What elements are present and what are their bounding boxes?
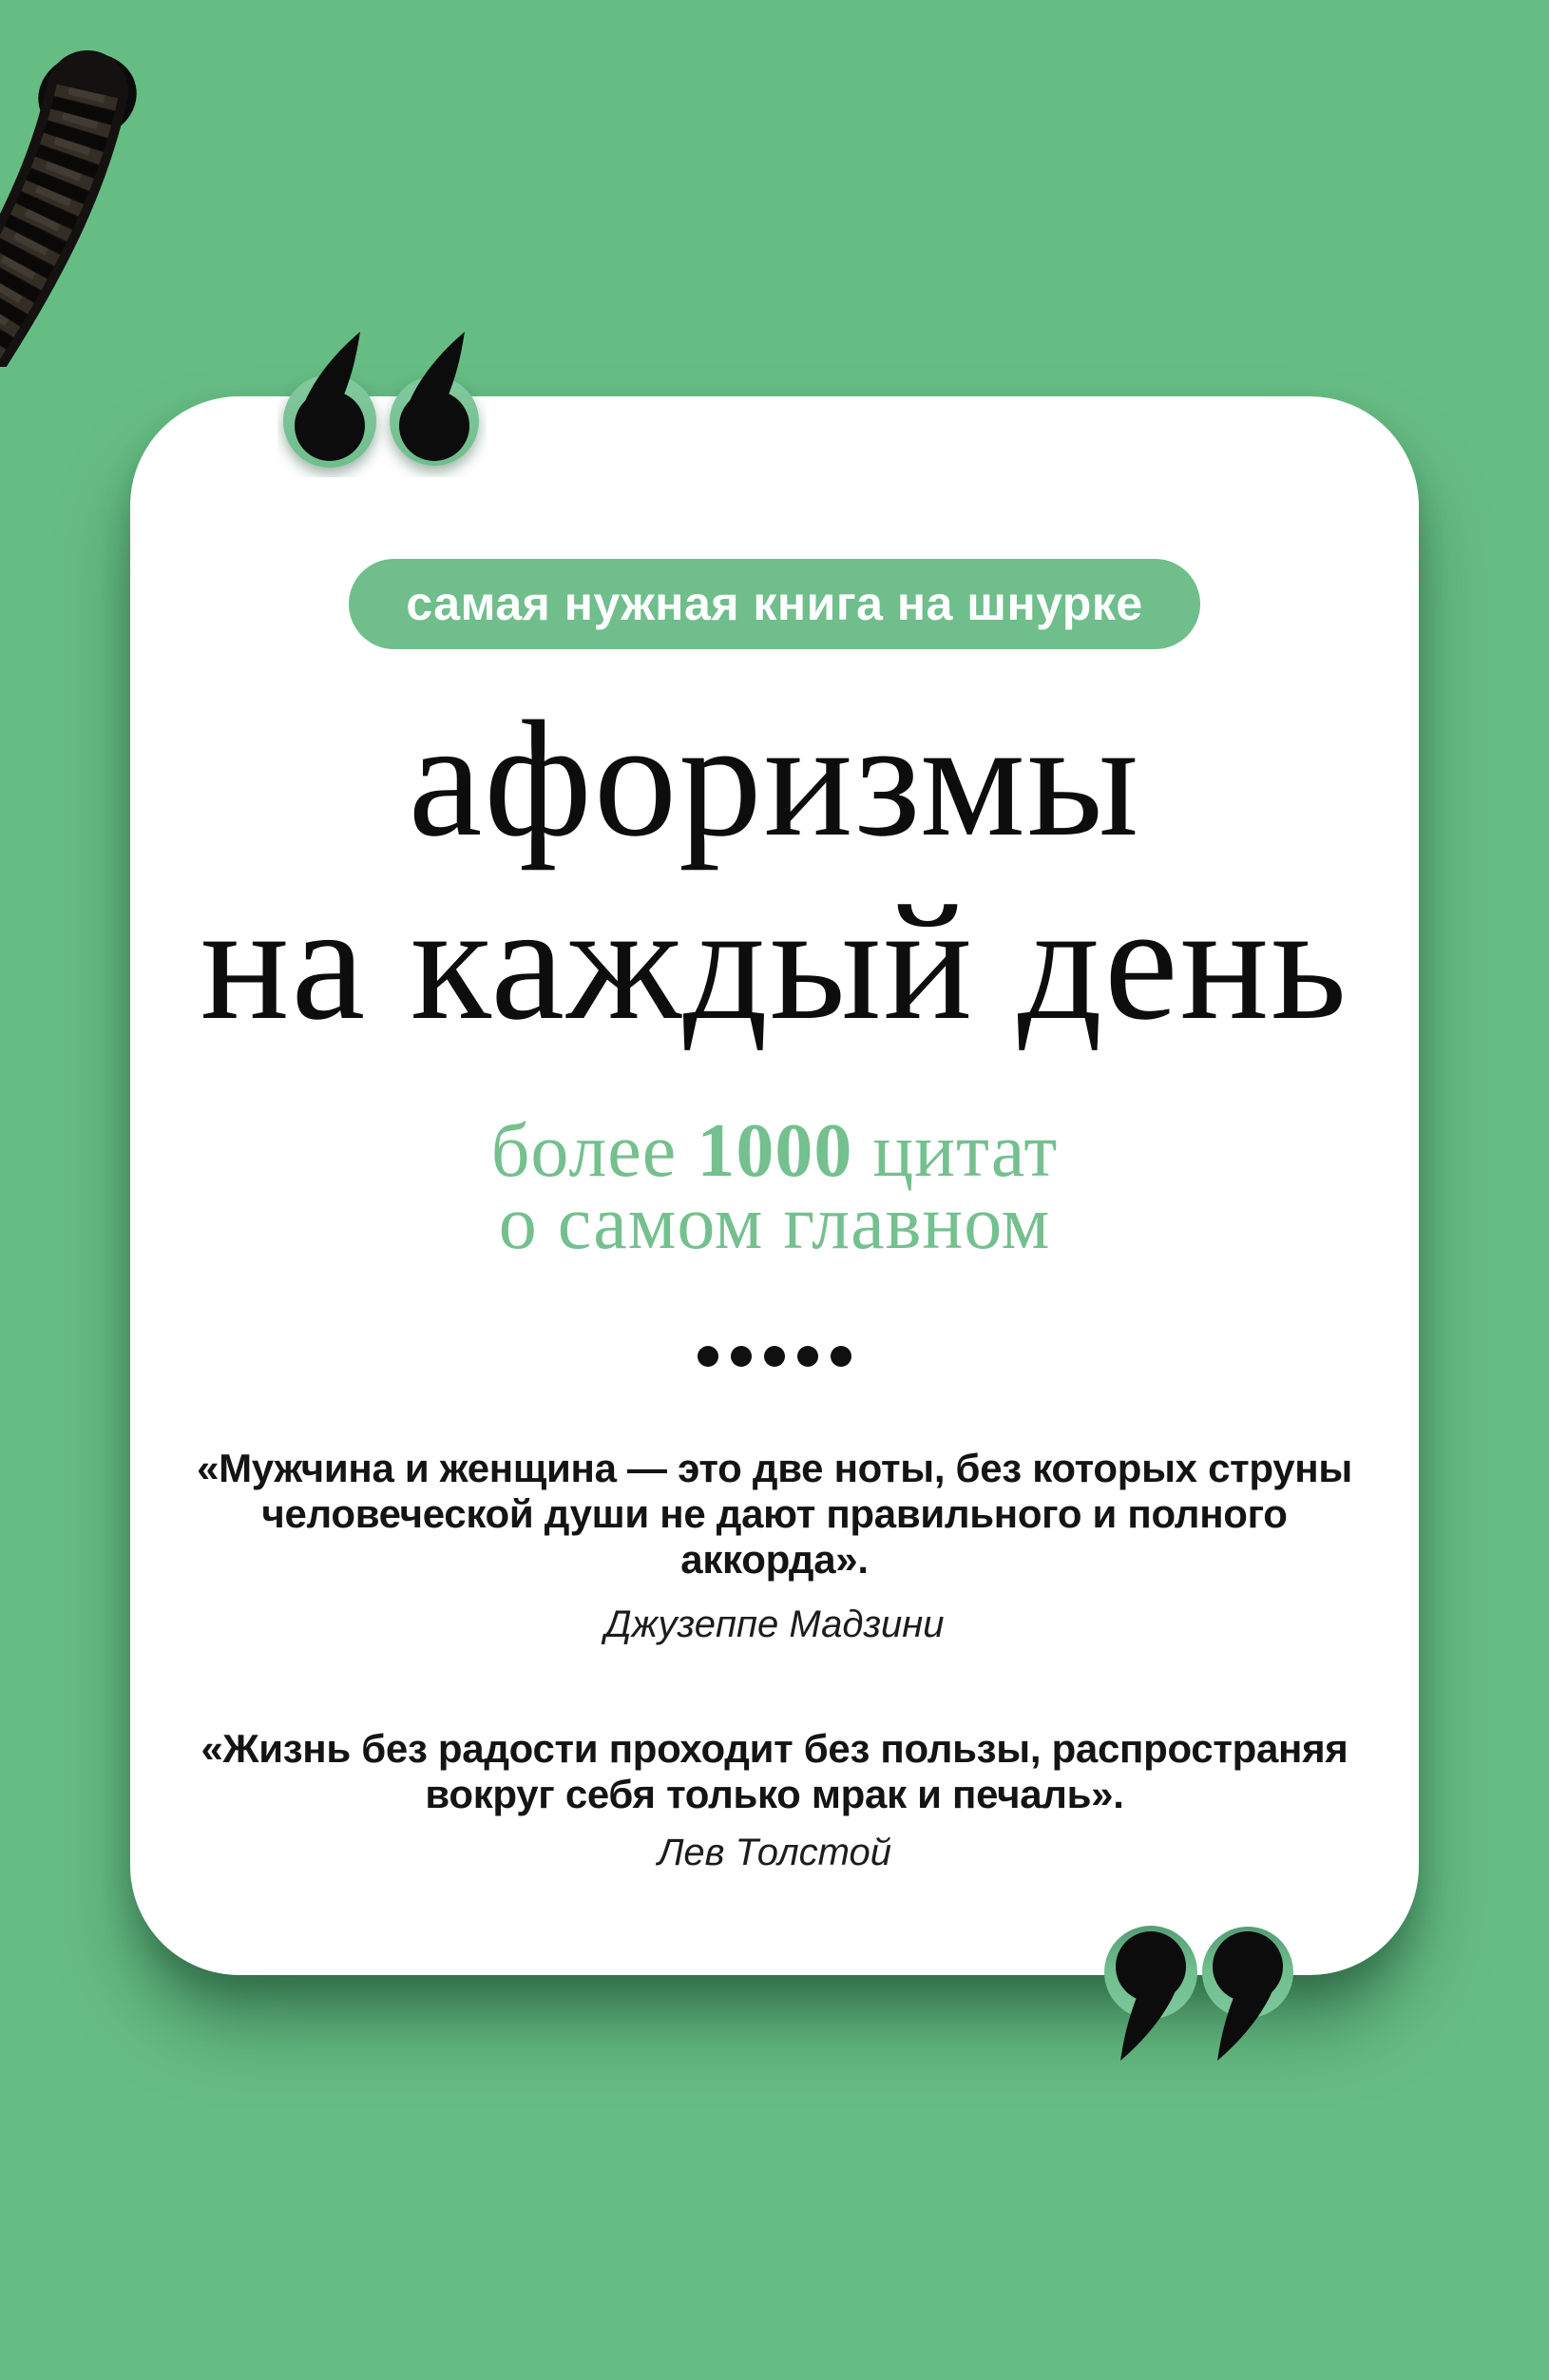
quote-line: человеческой души не дают правильного и полного bbox=[261, 1491, 1288, 1536]
subtitle-text: цитат bbox=[852, 1109, 1059, 1193]
quote-2 bbox=[130, 1726, 1419, 1817]
shoelace-cord-icon bbox=[0, 44, 211, 367]
quote-line: вокруг себя только мрак и печаль». bbox=[425, 1772, 1124, 1816]
series-badge: самая нужная книга на шнурке bbox=[349, 559, 1199, 649]
dot bbox=[764, 1346, 785, 1367]
dot bbox=[797, 1346, 818, 1367]
quote-2-author: Лев Толстой bbox=[657, 1832, 892, 1873]
subtitle bbox=[130, 1109, 1419, 1265]
book-title bbox=[130, 687, 1419, 1053]
dot bbox=[731, 1346, 752, 1367]
dot bbox=[831, 1346, 851, 1367]
subtitle-count: 1000 bbox=[697, 1109, 853, 1193]
quote-line: «Жизнь без радости проходит без пользы, распространяя bbox=[201, 1726, 1348, 1771]
title-line-2: на каждый день bbox=[200, 869, 1349, 1054]
cover-card bbox=[130, 396, 1419, 1975]
ornament-dots bbox=[130, 1346, 1419, 1372]
dot bbox=[698, 1346, 718, 1367]
subtitle-text: о самом главном bbox=[498, 1181, 1051, 1265]
subtitle-text: более bbox=[490, 1109, 698, 1193]
quote-line: «Мужчина и женщина — это две ноты, без которых струны bbox=[197, 1446, 1352, 1490]
quote-line: аккорда». bbox=[680, 1537, 869, 1582]
series-badge-row bbox=[130, 559, 1419, 649]
quote-1-author: Джузеппе Мадзини bbox=[604, 1603, 945, 1645]
title-line-1: афоризмы bbox=[408, 686, 1141, 871]
close-quote-icon bbox=[1100, 1922, 1305, 2079]
quote-1 bbox=[130, 1446, 1419, 1583]
open-quote-icon bbox=[277, 325, 487, 477]
